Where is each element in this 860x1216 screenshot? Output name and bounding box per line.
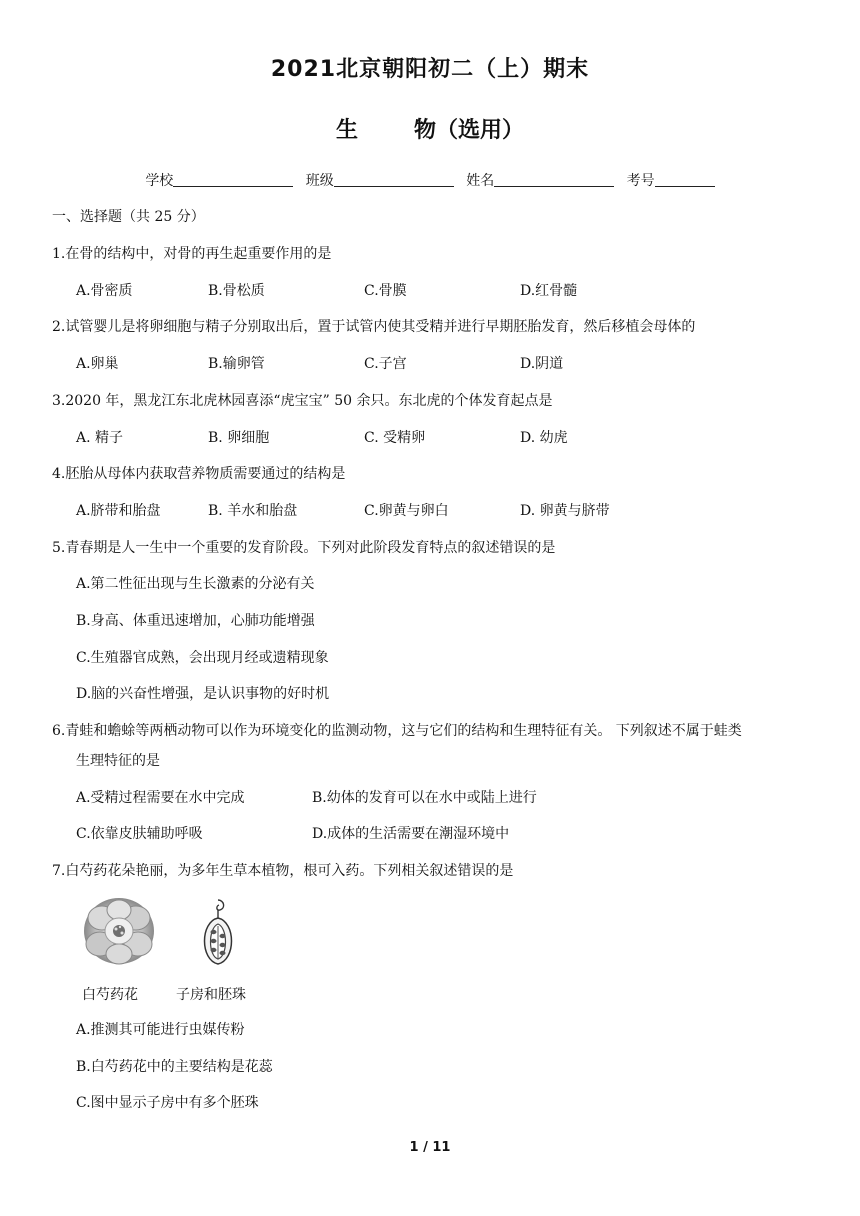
school-blank — [173, 172, 293, 187]
q7-option-b: B.白芍药花中的主要结构是花蕊 — [76, 1059, 273, 1075]
name-label: 姓名 — [466, 173, 495, 189]
ovary-diagram-icon — [196, 896, 240, 968]
q5-option-c: C.生殖器官成熟，会出现月经或遗精现象 — [76, 650, 329, 666]
question-2-stem: 2.试管婴儿是将卵细胞与精子分别取出后，置于试管内使其受精并进行早期胚胎发育，然后移植会母体的 — [52, 319, 696, 335]
q3-option-b: B. 卵细胞 — [208, 430, 270, 446]
q3-option-c: C. 受精卵 — [364, 430, 426, 446]
q5-option-a: A.第二性征出现与生长激素的分泌有关 — [76, 576, 315, 592]
q2-option-c: C.子宫 — [364, 356, 407, 372]
question-6-stem: 6.青蛙和蟾蜍等两栖动物可以作为环境变化的监测动物，这与它们的结构和生理特征有关。 下列叙述不属于蛙类 — [52, 723, 742, 739]
peony-flower-image — [82, 896, 156, 970]
name-field — [466, 170, 614, 190]
q4-option-b: B. 羊水和胎盘 — [208, 503, 298, 519]
q3-option-a: A. 精子 — [76, 430, 124, 446]
exam-no-label: 考号 — [626, 173, 655, 189]
question-6-stem-cont: 生理特征的是 — [76, 753, 160, 769]
q1-option-c: C.骨膜 — [364, 283, 407, 299]
q3-option-d: D. 幼虎 — [520, 430, 568, 446]
q6-option-a: A.受精过程需要在水中完成 — [76, 790, 245, 806]
q7-option-c: C.图中显示子房中有多个胚珠 — [76, 1095, 259, 1111]
subject-part-b: 物（选用） — [414, 118, 525, 143]
q4-option-d: D. 卵黄与脐带 — [520, 503, 610, 519]
q6-option-c: C.依靠皮肤辅助呼吸 — [76, 826, 203, 842]
section-heading: 一、选择题（共 25 分） — [52, 209, 205, 225]
exam-title: 2021北京朝阳初二（上）期末 — [270, 57, 590, 82]
exam-no-field — [627, 170, 715, 190]
q2-option-d: D.阴道 — [520, 356, 564, 372]
page-number: 1 / 11 — [409, 1140, 451, 1155]
question-3-stem: 3.2020 年，黑龙江东北虎林园喜添“虎宝宝” 50 余只。东北虎的个体发育起点是 — [52, 393, 553, 409]
q1-option-d: D.红骨髓 — [520, 283, 578, 299]
q6-option-b: B.幼体的发育可以在水中或陆上进行 — [312, 790, 537, 806]
q2-option-a: A.卵巢 — [76, 356, 119, 372]
school-field — [145, 170, 293, 190]
ovary-ovule-image — [196, 896, 240, 972]
question-5-stem: 5.青春期是人一生中一个重要的发育阶段。下列对此阶段发育特点的叙述错误的是 — [52, 540, 556, 556]
exam-no-blank — [655, 172, 715, 187]
class-blank — [334, 172, 454, 187]
figure-caption-peony: 白芍药花 — [82, 987, 138, 1003]
q7-option-a: A.推测其可能进行虫媒传粉 — [76, 1022, 245, 1038]
school-label: 学校 — [145, 173, 174, 189]
peony-flower-icon — [82, 896, 156, 966]
class-field — [306, 170, 454, 190]
q2-option-b: B.输卵管 — [208, 356, 265, 372]
exam-subject — [0, 113, 860, 144]
q4-option-c: C.卵黄与卵白 — [364, 503, 449, 519]
q1-option-b: B.骨松质 — [208, 283, 265, 299]
q6-option-d: D.成体的生活需要在潮湿环境中 — [312, 826, 510, 842]
q4-option-a: A.脐带和胎盘 — [76, 503, 161, 519]
subject-part-a: 生 — [335, 118, 358, 143]
q5-option-d: D.脑的兴奋性增强，是认识事物的好时机 — [76, 686, 330, 702]
q1-option-a: A.骨密质 — [76, 283, 133, 299]
q5-option-b: B.身高、体重迅速增加，心肺功能增强 — [76, 613, 315, 629]
question-1-stem: 1.在骨的结构中，对骨的再生起重要作用的是 — [52, 246, 332, 262]
figure-caption-ovary: 子房和胚珠 — [176, 987, 246, 1003]
name-blank — [494, 172, 614, 187]
question-7-stem: 7.白芍药花朵艳丽，为多年生草本植物，根可入药。下列相关叙述错误的是 — [52, 863, 514, 879]
class-label: 班级 — [305, 173, 334, 189]
student-info-line — [0, 170, 860, 190]
question-4-stem: 4.胚胎从母体内获取营养物质需要通过的结构是 — [52, 466, 346, 482]
